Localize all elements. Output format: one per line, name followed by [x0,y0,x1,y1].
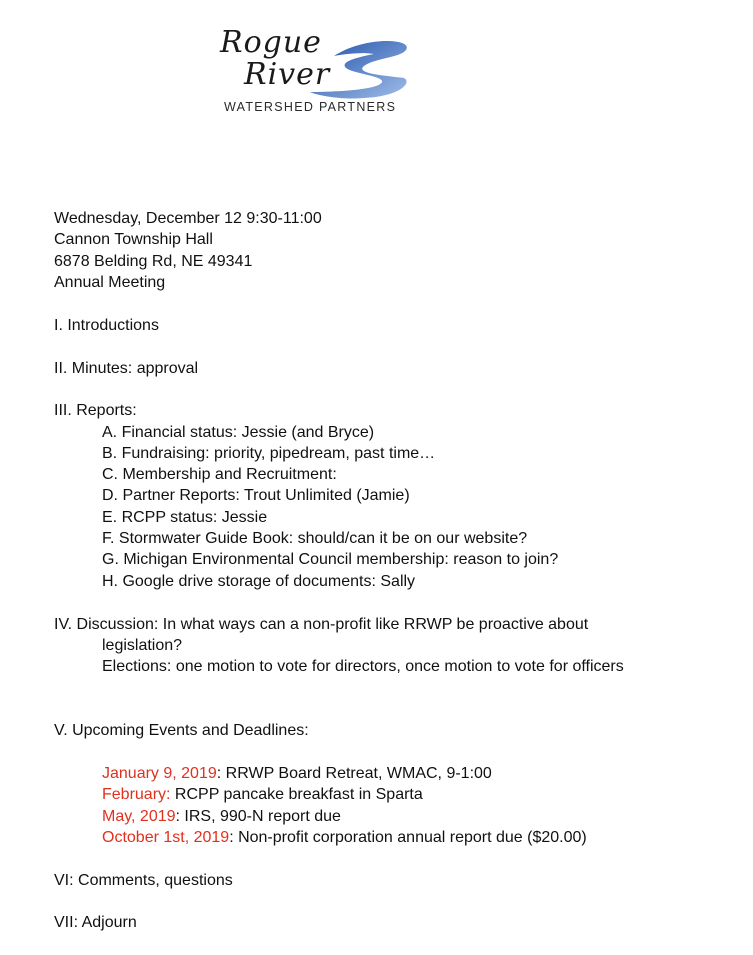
event-date: January 9, 2019 [102,765,217,782]
event-item [102,784,423,805]
report-item: F. Stormwater Guide Book: should/can it be on our website? [102,530,528,547]
agenda-minutes: II. Minutes: approval [54,360,199,377]
report-item: B. Fundraising: priority, pipedream, past time… [102,445,436,462]
report-item: H. Google drive storage of documents: Sally [102,573,416,590]
agenda-reports-heading: III. Reports: [54,402,137,419]
event-text: : Non-profit corporation annual report due ($20.00) [229,829,587,846]
elections-line: Elections: one motion to vote for directors, once motion to vote for officers [102,658,624,675]
meeting-date-time: Wednesday, December 12 9:30-11:00 [54,210,322,227]
event-item [102,806,341,827]
agenda-comments: VI: Comments, questions [54,872,233,889]
agenda-adjourn: VII: Adjourn [54,914,137,931]
meeting-address: 6878 Belding Rd, NE 49341 [54,253,253,270]
logo-word-river: River [244,57,331,92]
event-item [102,827,587,848]
events-heading: V. Upcoming Events and Deadlines: [54,722,309,739]
report-item: A. Financial status: Jessie (and Bryce) [102,424,375,441]
meeting-type: Annual Meeting [54,274,166,291]
event-item [102,763,492,784]
report-item: G. Michigan Environmental Council membership: reason to join? [102,551,559,568]
event-text: RCPP pancake breakfast in Sparta [170,786,423,803]
agenda-introductions: I. Introductions [54,317,159,334]
report-item: D. Partner Reports: Trout Unlimited (Jamie) [102,487,410,504]
event-date: May, 2019 [102,808,176,825]
event-text: : RRWP Board Retreat, WMAC, 9-1:00 [216,765,492,782]
report-item: C. Membership and Recruitment: [102,466,337,483]
event-date: October 1st, 2019 [102,829,230,846]
discussion-line-1: IV. Discussion: In what ways can a non-profit like RRWP be proactive about [54,616,589,633]
logo-subtitle: WATERSHED PARTNERS [224,100,397,114]
logo-word-rogue: Rogue [220,25,322,60]
event-date: February: [102,786,171,803]
meeting-location: Cannon Township Hall [54,231,213,248]
report-item: E. RCPP status: Jessie [102,509,268,526]
rogue-river-logo [214,26,410,118]
discussion-line-2: legislation? [102,637,183,654]
event-text: : IRS, 990-N report due [175,808,341,825]
